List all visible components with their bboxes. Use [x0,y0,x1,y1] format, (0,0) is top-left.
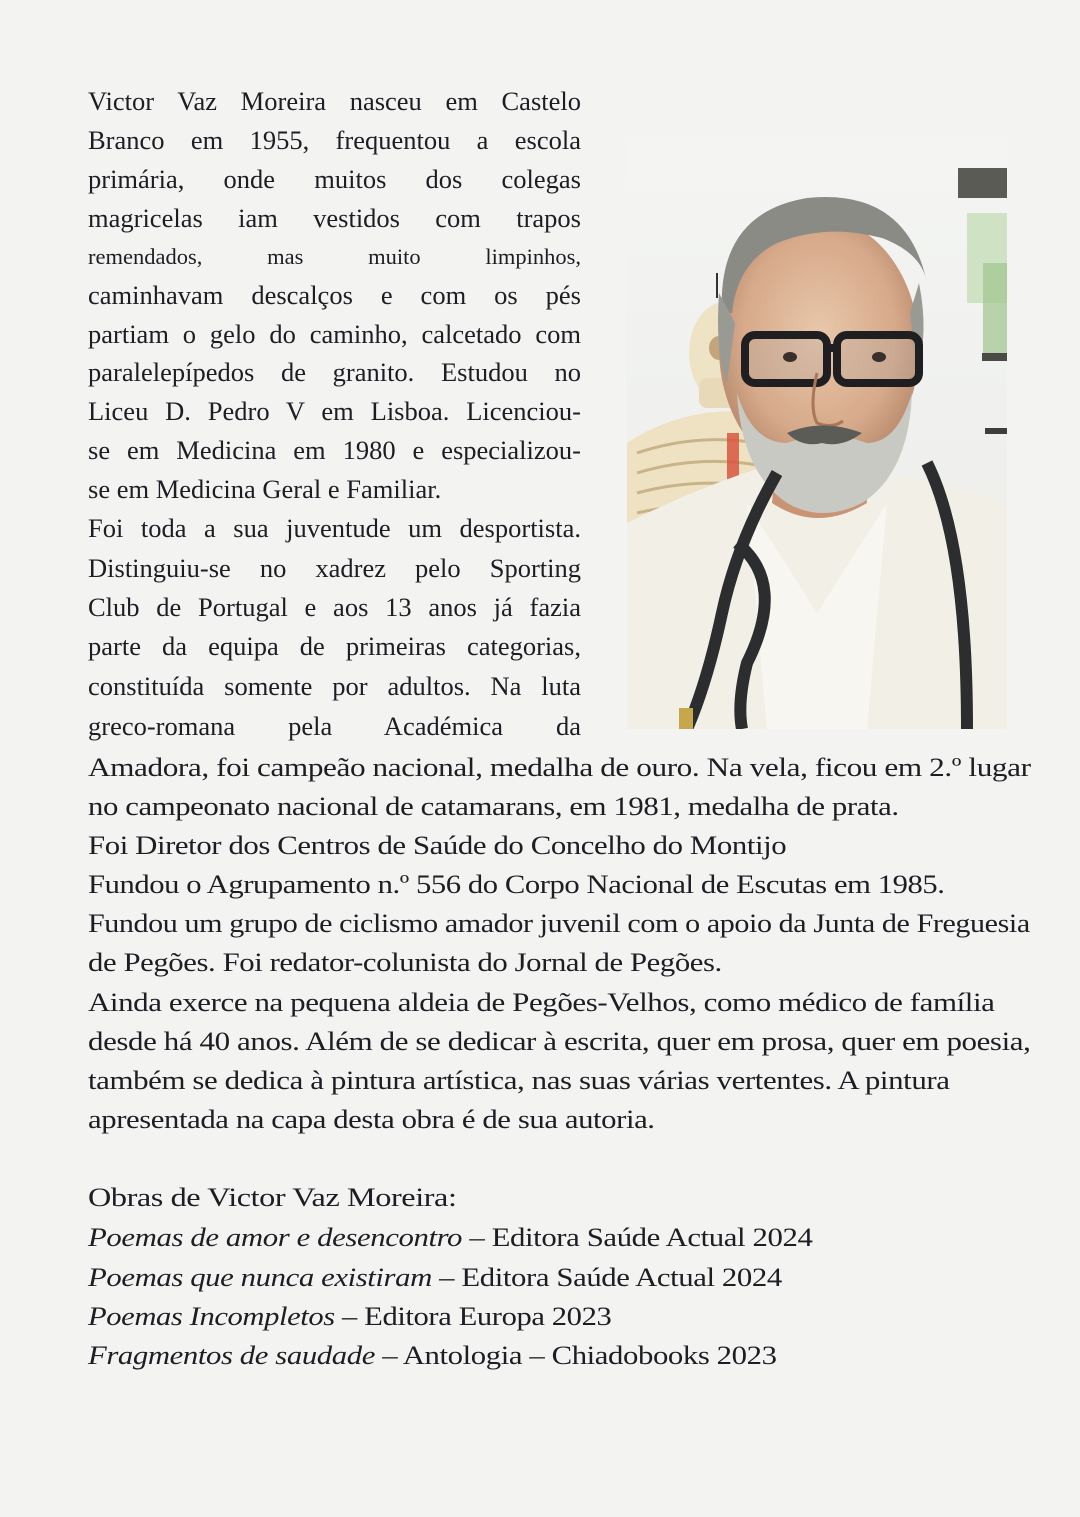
bio-line: paralelepípedos de granito. Estudou no [88,357,581,387]
bio-line: parte da equipa de primeiras categorias, [88,631,581,661]
work-title: Poemas de amor e desencontro [88,1222,463,1252]
bio-line: magricelas iam vestidos com trapos [88,203,581,233]
author-photo [627,143,1007,729]
bio-line: no campeonato nacional de catamarans, em 1981, medalha de prata. [88,791,899,821]
bio-line: Victor Vaz Moreira nasceu em Castelo [88,86,581,116]
bio-line: Club de Portugal e aos 13 anos já fazia [88,592,581,622]
bio-line: Foi toda a sua juventude um desportista. [88,513,581,543]
bio-line: se em Medicina em 1980 e especializou- [88,435,581,465]
bio-line: se em Medicina Geral e Familiar. [88,474,442,504]
bio-line: Distinguiu-se no xadrez pelo Sporting [88,553,581,583]
bio-line: Branco em 1955, frequentou a escola [88,125,581,155]
bio-line: Fundou o Agrupamento n.º 556 do Corpo Nacional de Escutas em 1985. [88,869,945,899]
bio-line: Ainda exerce na pequena aldeia de Pegões-Velhos, como médico de família [88,987,995,1017]
work-item [88,1299,611,1333]
bio-line: caminhavam descalços e com os pés [88,280,581,310]
work-title: Fragmentos de saudade [88,1340,375,1370]
bio-line: de Pegões. Foi redator-colunista do Jornal de Pegões. [88,947,722,977]
work-title: Poemas Incompletos [88,1301,335,1331]
bio-line: apresentada na capa desta obra é de sua autoria. [88,1104,655,1134]
work-details: – Editora Europa 2023 [334,1301,612,1331]
bio-line: Fundou um grupo de ciclismo amador juvenil com o apoio da Junta de Freguesia [88,908,1030,938]
work-item [88,1260,782,1294]
work-details: – Editora Saúde Actual 2024 [462,1222,813,1252]
bio-line: constituída somente por adultos. Na luta [88,671,581,701]
work-item [88,1220,812,1254]
bio-line: Foi Diretor dos Centros de Saúde do Concelho do Montijo [88,830,787,860]
work-title: Poemas que nunca existiram [88,1262,432,1292]
bio-line: remendados, mas muito limpinhos, [88,244,581,269]
bio-line: Amadora, foi campeão nacional, medalha de ouro. Na vela, ficou em 2.º lugar [88,752,1031,782]
work-details: – Editora Saúde Actual 2024 [431,1262,782,1292]
bio-line: partiam o gelo do caminho, calcetado com [88,319,581,349]
author-portrait-image [627,143,1007,729]
bio-line: greco-romana pela Académica da [88,711,581,741]
work-item [88,1338,777,1372]
bio-line: primária, onde muitos dos colegas [88,164,581,194]
bio-line: também se dedica à pintura artística, nas suas várias vertentes. A pintura [88,1065,950,1095]
works-heading: Obras de Victor Vaz Moreira: [88,1182,457,1212]
work-details: – Antologia – Chiadobooks 2023 [374,1340,777,1370]
bio-line: desde há 40 anos. Além de se dedicar à escrita, quer em prosa, quer em poesia, [88,1026,1031,1056]
bio-line: Liceu D. Pedro V em Lisboa. Licenciou- [88,396,581,426]
